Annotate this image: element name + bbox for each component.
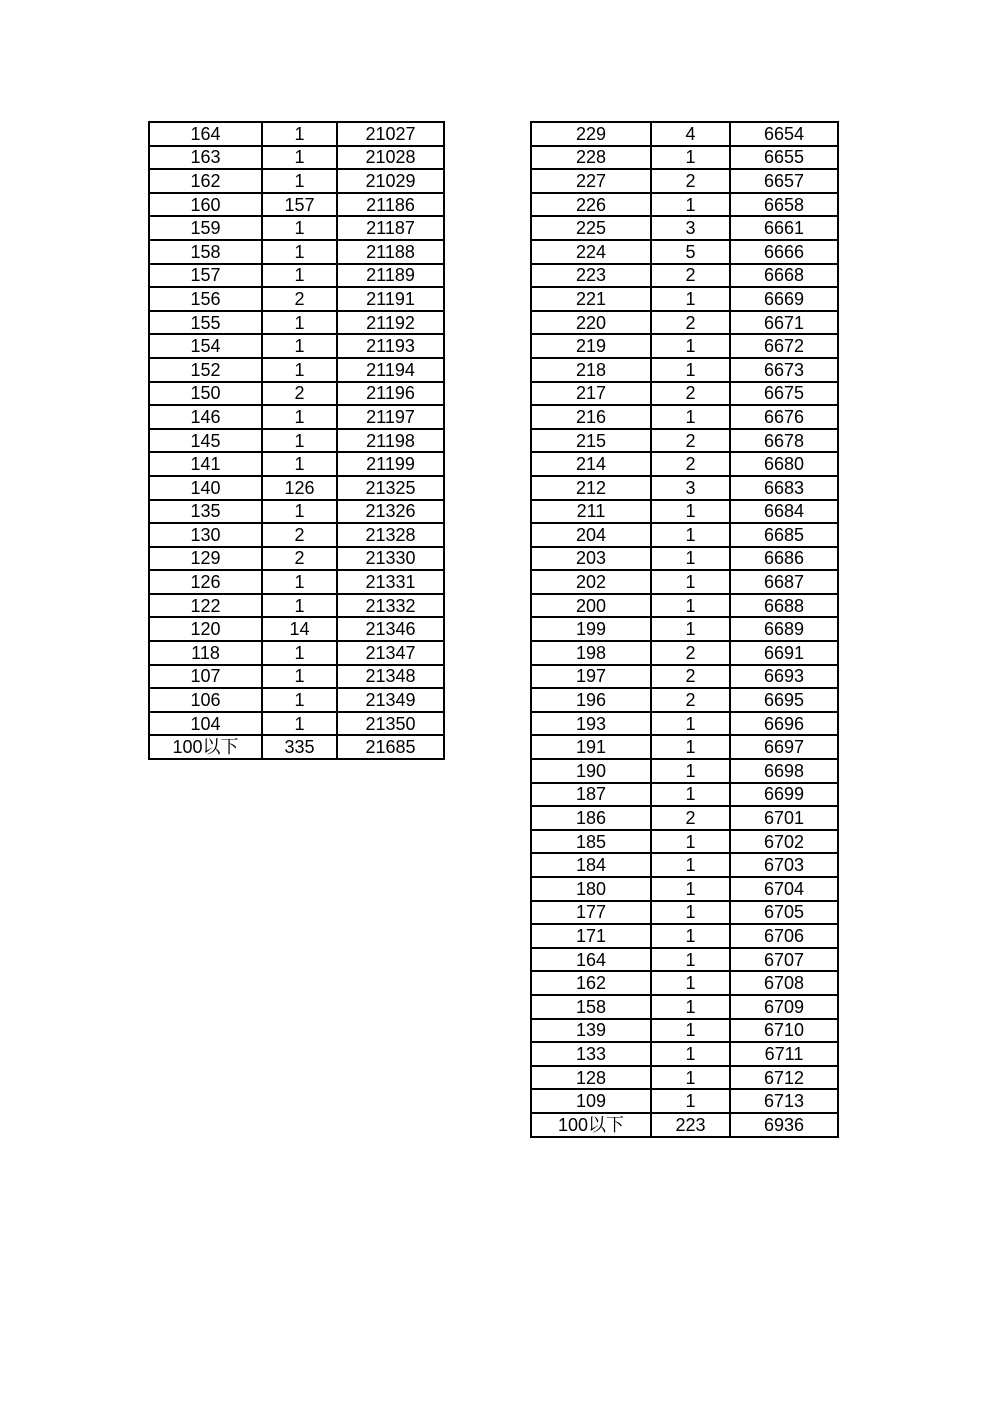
cumulative-cell: 6693 bbox=[730, 665, 838, 689]
cumulative-cell: 21027 bbox=[337, 122, 444, 146]
table-row bbox=[531, 901, 838, 925]
cumulative-cell: 21029 bbox=[337, 169, 444, 193]
table-row bbox=[149, 334, 444, 358]
table-row bbox=[531, 665, 838, 689]
table-row bbox=[149, 405, 444, 429]
count-cell: 1 bbox=[262, 122, 337, 146]
cumulative-cell: 21028 bbox=[337, 146, 444, 170]
table-row bbox=[531, 523, 838, 547]
left-score-table bbox=[148, 121, 445, 760]
cumulative-cell: 21348 bbox=[337, 665, 444, 689]
count-cell: 1 bbox=[262, 665, 337, 689]
cumulative-cell: 6686 bbox=[730, 547, 838, 571]
count-cell: 1 bbox=[651, 995, 730, 1019]
score-cell: 135 bbox=[149, 500, 262, 524]
count-cell: 223 bbox=[651, 1113, 730, 1137]
cumulative-cell: 6672 bbox=[730, 334, 838, 358]
score-cell: 141 bbox=[149, 452, 262, 476]
cumulative-cell: 21347 bbox=[337, 641, 444, 665]
table-row bbox=[149, 665, 444, 689]
table-row bbox=[531, 122, 838, 146]
score-cell: 196 bbox=[531, 688, 651, 712]
cumulative-cell: 21193 bbox=[337, 334, 444, 358]
table-row bbox=[531, 971, 838, 995]
count-cell: 1 bbox=[262, 429, 337, 453]
score-cell: 140 bbox=[149, 476, 262, 500]
score-cell: 198 bbox=[531, 641, 651, 665]
cumulative-cell: 21196 bbox=[337, 382, 444, 406]
cumulative-cell: 6704 bbox=[730, 877, 838, 901]
score-cell: 163 bbox=[149, 146, 262, 170]
cumulative-cell: 6661 bbox=[730, 216, 838, 240]
score-cell: 211 bbox=[531, 500, 651, 524]
cumulative-cell: 21349 bbox=[337, 688, 444, 712]
count-cell: 1 bbox=[651, 853, 730, 877]
count-cell: 1 bbox=[651, 405, 730, 429]
cumulative-cell: 21187 bbox=[337, 216, 444, 240]
count-cell: 3 bbox=[651, 216, 730, 240]
count-cell: 2 bbox=[262, 287, 337, 311]
table-row bbox=[531, 688, 838, 712]
table-row bbox=[149, 358, 444, 382]
score-cell: 146 bbox=[149, 405, 262, 429]
score-cell: 199 bbox=[531, 617, 651, 641]
count-cell: 2 bbox=[651, 311, 730, 335]
table-row bbox=[531, 547, 838, 571]
count-cell: 2 bbox=[262, 523, 337, 547]
count-cell: 1 bbox=[262, 594, 337, 618]
count-cell: 1 bbox=[262, 641, 337, 665]
count-cell: 1 bbox=[651, 1042, 730, 1066]
score-cell: 120 bbox=[149, 617, 262, 641]
table-row bbox=[149, 617, 444, 641]
count-cell: 1 bbox=[651, 146, 730, 170]
cumulative-cell: 6691 bbox=[730, 641, 838, 665]
score-cell: 214 bbox=[531, 452, 651, 476]
cumulative-cell: 21199 bbox=[337, 452, 444, 476]
cumulative-cell: 6708 bbox=[730, 971, 838, 995]
count-cell: 3 bbox=[651, 476, 730, 500]
table-row bbox=[531, 169, 838, 193]
count-cell: 1 bbox=[262, 405, 337, 429]
score-cell: 216 bbox=[531, 405, 651, 429]
table-row bbox=[149, 287, 444, 311]
count-cell: 2 bbox=[651, 688, 730, 712]
count-cell: 1 bbox=[262, 169, 337, 193]
count-cell: 1 bbox=[651, 193, 730, 217]
table-row bbox=[531, 641, 838, 665]
cumulative-cell: 21328 bbox=[337, 523, 444, 547]
count-cell: 1 bbox=[651, 924, 730, 948]
cumulative-cell: 6671 bbox=[730, 311, 838, 335]
count-cell: 14 bbox=[262, 617, 337, 641]
count-cell: 1 bbox=[651, 971, 730, 995]
score-cell: 139 bbox=[531, 1019, 651, 1043]
count-cell: 1 bbox=[651, 547, 730, 571]
score-cell: 154 bbox=[149, 334, 262, 358]
score-cell: 186 bbox=[531, 806, 651, 830]
cumulative-cell: 21685 bbox=[337, 735, 444, 759]
count-cell: 1 bbox=[262, 570, 337, 594]
table-row bbox=[531, 995, 838, 1019]
cumulative-cell: 21189 bbox=[337, 264, 444, 288]
table-row bbox=[149, 311, 444, 335]
table-row bbox=[531, 1019, 838, 1043]
count-cell: 2 bbox=[651, 452, 730, 476]
table-row bbox=[531, 216, 838, 240]
table-row bbox=[531, 500, 838, 524]
cumulative-cell: 6710 bbox=[730, 1019, 838, 1043]
count-cell: 1 bbox=[651, 830, 730, 854]
count-cell: 1 bbox=[651, 500, 730, 524]
score-cell: 106 bbox=[149, 688, 262, 712]
table-row bbox=[149, 193, 444, 217]
cumulative-cell: 6712 bbox=[730, 1066, 838, 1090]
score-cell: 226 bbox=[531, 193, 651, 217]
cumulative-cell: 6707 bbox=[730, 948, 838, 972]
cumulative-cell: 21188 bbox=[337, 240, 444, 264]
score-cell: 109 bbox=[531, 1089, 651, 1113]
table-row bbox=[531, 877, 838, 901]
count-cell: 335 bbox=[262, 735, 337, 759]
table-row bbox=[531, 476, 838, 500]
score-cell: 224 bbox=[531, 240, 651, 264]
right-table-body bbox=[531, 122, 838, 1137]
score-cell: 229 bbox=[531, 122, 651, 146]
score-cell: 152 bbox=[149, 358, 262, 382]
count-cell: 1 bbox=[262, 712, 337, 736]
cumulative-cell: 21198 bbox=[337, 429, 444, 453]
table-row bbox=[149, 240, 444, 264]
table-row bbox=[531, 1042, 838, 1066]
cumulative-cell: 21330 bbox=[337, 547, 444, 571]
table-row bbox=[531, 617, 838, 641]
count-cell: 1 bbox=[651, 1066, 730, 1090]
cumulative-cell: 6699 bbox=[730, 783, 838, 807]
count-cell: 1 bbox=[651, 358, 730, 382]
score-cell: 162 bbox=[149, 169, 262, 193]
cumulative-cell: 21192 bbox=[337, 311, 444, 335]
score-cell: 157 bbox=[149, 264, 262, 288]
table-row bbox=[149, 688, 444, 712]
score-cell: 200 bbox=[531, 594, 651, 618]
count-cell: 1 bbox=[651, 287, 730, 311]
count-cell: 5 bbox=[651, 240, 730, 264]
table-row bbox=[531, 830, 838, 854]
count-cell: 1 bbox=[651, 617, 730, 641]
score-cell: 204 bbox=[531, 523, 651, 547]
table-row bbox=[531, 452, 838, 476]
score-cell: 177 bbox=[531, 901, 651, 925]
table-row bbox=[531, 429, 838, 453]
cumulative-cell: 6669 bbox=[730, 287, 838, 311]
cumulative-cell: 6684 bbox=[730, 500, 838, 524]
table-row bbox=[149, 216, 444, 240]
cumulative-cell: 6687 bbox=[730, 570, 838, 594]
cumulative-cell: 6683 bbox=[730, 476, 838, 500]
cumulative-cell: 21197 bbox=[337, 405, 444, 429]
score-cell: 133 bbox=[531, 1042, 651, 1066]
cumulative-cell: 6936 bbox=[730, 1113, 838, 1137]
cumulative-cell: 6713 bbox=[730, 1089, 838, 1113]
score-cell: 190 bbox=[531, 759, 651, 783]
count-cell: 1 bbox=[262, 264, 337, 288]
cumulative-cell: 6675 bbox=[730, 382, 838, 406]
cumulative-cell: 6688 bbox=[730, 594, 838, 618]
score-cell: 223 bbox=[531, 264, 651, 288]
count-cell: 1 bbox=[651, 948, 730, 972]
cumulative-cell: 6709 bbox=[730, 995, 838, 1019]
score-cell: 193 bbox=[531, 712, 651, 736]
score-cell: 202 bbox=[531, 570, 651, 594]
score-cell: 227 bbox=[531, 169, 651, 193]
cumulative-cell: 6696 bbox=[730, 712, 838, 736]
score-cell: 184 bbox=[531, 853, 651, 877]
score-cell: 164 bbox=[531, 948, 651, 972]
count-cell: 1 bbox=[262, 500, 337, 524]
count-cell: 1 bbox=[651, 877, 730, 901]
table-row bbox=[531, 712, 838, 736]
score-cell: 225 bbox=[531, 216, 651, 240]
score-cell: 126 bbox=[149, 570, 262, 594]
table-row bbox=[149, 641, 444, 665]
count-cell: 1 bbox=[651, 570, 730, 594]
cumulative-cell: 21350 bbox=[337, 712, 444, 736]
count-cell: 1 bbox=[651, 901, 730, 925]
cumulative-cell: 6666 bbox=[730, 240, 838, 264]
count-cell: 4 bbox=[651, 122, 730, 146]
score-cell: 128 bbox=[531, 1066, 651, 1090]
cumulative-cell: 21331 bbox=[337, 570, 444, 594]
score-cell: 158 bbox=[149, 240, 262, 264]
count-cell: 1 bbox=[651, 523, 730, 547]
cumulative-cell: 6711 bbox=[730, 1042, 838, 1066]
table-row bbox=[531, 948, 838, 972]
table-row bbox=[149, 594, 444, 618]
table-row bbox=[531, 594, 838, 618]
cumulative-cell: 6678 bbox=[730, 429, 838, 453]
score-cell: 171 bbox=[531, 924, 651, 948]
table-row bbox=[531, 264, 838, 288]
score-cell: 187 bbox=[531, 783, 651, 807]
table-row bbox=[149, 429, 444, 453]
count-cell: 1 bbox=[651, 1089, 730, 1113]
cumulative-cell: 21191 bbox=[337, 287, 444, 311]
table-row bbox=[149, 712, 444, 736]
score-cell: 221 bbox=[531, 287, 651, 311]
cumulative-cell: 6689 bbox=[730, 617, 838, 641]
count-cell: 157 bbox=[262, 193, 337, 217]
count-cell: 1 bbox=[262, 311, 337, 335]
cumulative-cell: 6685 bbox=[730, 523, 838, 547]
score-cell: 129 bbox=[149, 547, 262, 571]
score-cell: 228 bbox=[531, 146, 651, 170]
count-cell: 1 bbox=[262, 146, 337, 170]
count-cell: 126 bbox=[262, 476, 337, 500]
score-cell: 156 bbox=[149, 287, 262, 311]
score-cell: 104 bbox=[149, 712, 262, 736]
count-cell: 1 bbox=[651, 1019, 730, 1043]
table-row bbox=[531, 806, 838, 830]
score-cell: 219 bbox=[531, 334, 651, 358]
table-row bbox=[531, 146, 838, 170]
score-cell: 118 bbox=[149, 641, 262, 665]
cumulative-cell: 6695 bbox=[730, 688, 838, 712]
cumulative-cell: 21325 bbox=[337, 476, 444, 500]
score-cell: 191 bbox=[531, 735, 651, 759]
score-cell: 150 bbox=[149, 382, 262, 406]
table-row bbox=[531, 240, 838, 264]
table-row bbox=[531, 382, 838, 406]
count-cell: 1 bbox=[262, 216, 337, 240]
score-cell: 197 bbox=[531, 665, 651, 689]
count-cell: 2 bbox=[651, 264, 730, 288]
cumulative-cell: 6654 bbox=[730, 122, 838, 146]
right-score-table bbox=[530, 121, 839, 1138]
table-row bbox=[149, 146, 444, 170]
cumulative-cell: 6701 bbox=[730, 806, 838, 830]
score-cell: 100以下 bbox=[149, 735, 262, 759]
score-cell: 215 bbox=[531, 429, 651, 453]
table-row bbox=[531, 1089, 838, 1113]
count-cell: 2 bbox=[262, 547, 337, 571]
count-cell: 1 bbox=[651, 594, 730, 618]
table-row bbox=[531, 334, 838, 358]
count-cell: 1 bbox=[262, 240, 337, 264]
table-row bbox=[531, 287, 838, 311]
table-row bbox=[531, 405, 838, 429]
score-cell: 212 bbox=[531, 476, 651, 500]
score-cell: 220 bbox=[531, 311, 651, 335]
score-cell: 158 bbox=[531, 995, 651, 1019]
cumulative-cell: 6658 bbox=[730, 193, 838, 217]
count-cell: 2 bbox=[651, 382, 730, 406]
cumulative-cell: 21186 bbox=[337, 193, 444, 217]
table-row bbox=[531, 193, 838, 217]
score-cell: 162 bbox=[531, 971, 651, 995]
count-cell: 1 bbox=[262, 688, 337, 712]
table-row bbox=[531, 853, 838, 877]
count-cell: 2 bbox=[651, 806, 730, 830]
score-cell: 218 bbox=[531, 358, 651, 382]
count-cell: 1 bbox=[262, 334, 337, 358]
cumulative-cell: 6703 bbox=[730, 853, 838, 877]
score-cell: 100以下 bbox=[531, 1113, 651, 1137]
count-cell: 1 bbox=[651, 783, 730, 807]
table-row bbox=[149, 547, 444, 571]
score-cell: 160 bbox=[149, 193, 262, 217]
cumulative-cell: 21332 bbox=[337, 594, 444, 618]
count-cell: 2 bbox=[651, 641, 730, 665]
table-row bbox=[149, 735, 444, 759]
score-cell: 203 bbox=[531, 547, 651, 571]
cumulative-cell: 6657 bbox=[730, 169, 838, 193]
count-cell: 1 bbox=[262, 358, 337, 382]
left-table-body bbox=[149, 122, 444, 759]
count-cell: 2 bbox=[262, 382, 337, 406]
cumulative-cell: 6705 bbox=[730, 901, 838, 925]
table-row bbox=[149, 452, 444, 476]
cumulative-cell: 6706 bbox=[730, 924, 838, 948]
score-cell: 130 bbox=[149, 523, 262, 547]
score-cell: 122 bbox=[149, 594, 262, 618]
cumulative-cell: 6698 bbox=[730, 759, 838, 783]
cumulative-cell: 21346 bbox=[337, 617, 444, 641]
table-row bbox=[531, 311, 838, 335]
score-cell: 185 bbox=[531, 830, 651, 854]
cumulative-cell: 6697 bbox=[730, 735, 838, 759]
count-cell: 1 bbox=[651, 759, 730, 783]
cumulative-cell: 6680 bbox=[730, 452, 838, 476]
table-row bbox=[531, 570, 838, 594]
count-cell: 1 bbox=[651, 334, 730, 358]
cumulative-cell: 21326 bbox=[337, 500, 444, 524]
score-cell: 180 bbox=[531, 877, 651, 901]
count-cell: 2 bbox=[651, 665, 730, 689]
cumulative-cell: 6673 bbox=[730, 358, 838, 382]
count-cell: 1 bbox=[651, 735, 730, 759]
cumulative-cell: 21194 bbox=[337, 358, 444, 382]
score-cell: 217 bbox=[531, 382, 651, 406]
table-row bbox=[531, 924, 838, 948]
table-row bbox=[149, 122, 444, 146]
table-row bbox=[149, 476, 444, 500]
table-row bbox=[531, 783, 838, 807]
count-cell: 2 bbox=[651, 169, 730, 193]
cumulative-cell: 6655 bbox=[730, 146, 838, 170]
score-cell: 107 bbox=[149, 665, 262, 689]
table-row bbox=[149, 500, 444, 524]
count-cell: 1 bbox=[651, 712, 730, 736]
score-cell: 164 bbox=[149, 122, 262, 146]
table-row bbox=[149, 382, 444, 406]
table-row bbox=[531, 759, 838, 783]
count-cell: 1 bbox=[262, 452, 337, 476]
table-row bbox=[149, 169, 444, 193]
table-row bbox=[149, 264, 444, 288]
cumulative-cell: 6702 bbox=[730, 830, 838, 854]
score-cell: 145 bbox=[149, 429, 262, 453]
table-row bbox=[531, 1113, 838, 1137]
table-row bbox=[149, 523, 444, 547]
cumulative-cell: 6668 bbox=[730, 264, 838, 288]
table-row bbox=[531, 358, 838, 382]
table-row bbox=[531, 735, 838, 759]
score-cell: 155 bbox=[149, 311, 262, 335]
count-cell: 2 bbox=[651, 429, 730, 453]
cumulative-cell: 6676 bbox=[730, 405, 838, 429]
score-cell: 159 bbox=[149, 216, 262, 240]
table-row bbox=[149, 570, 444, 594]
table-row bbox=[531, 1066, 838, 1090]
